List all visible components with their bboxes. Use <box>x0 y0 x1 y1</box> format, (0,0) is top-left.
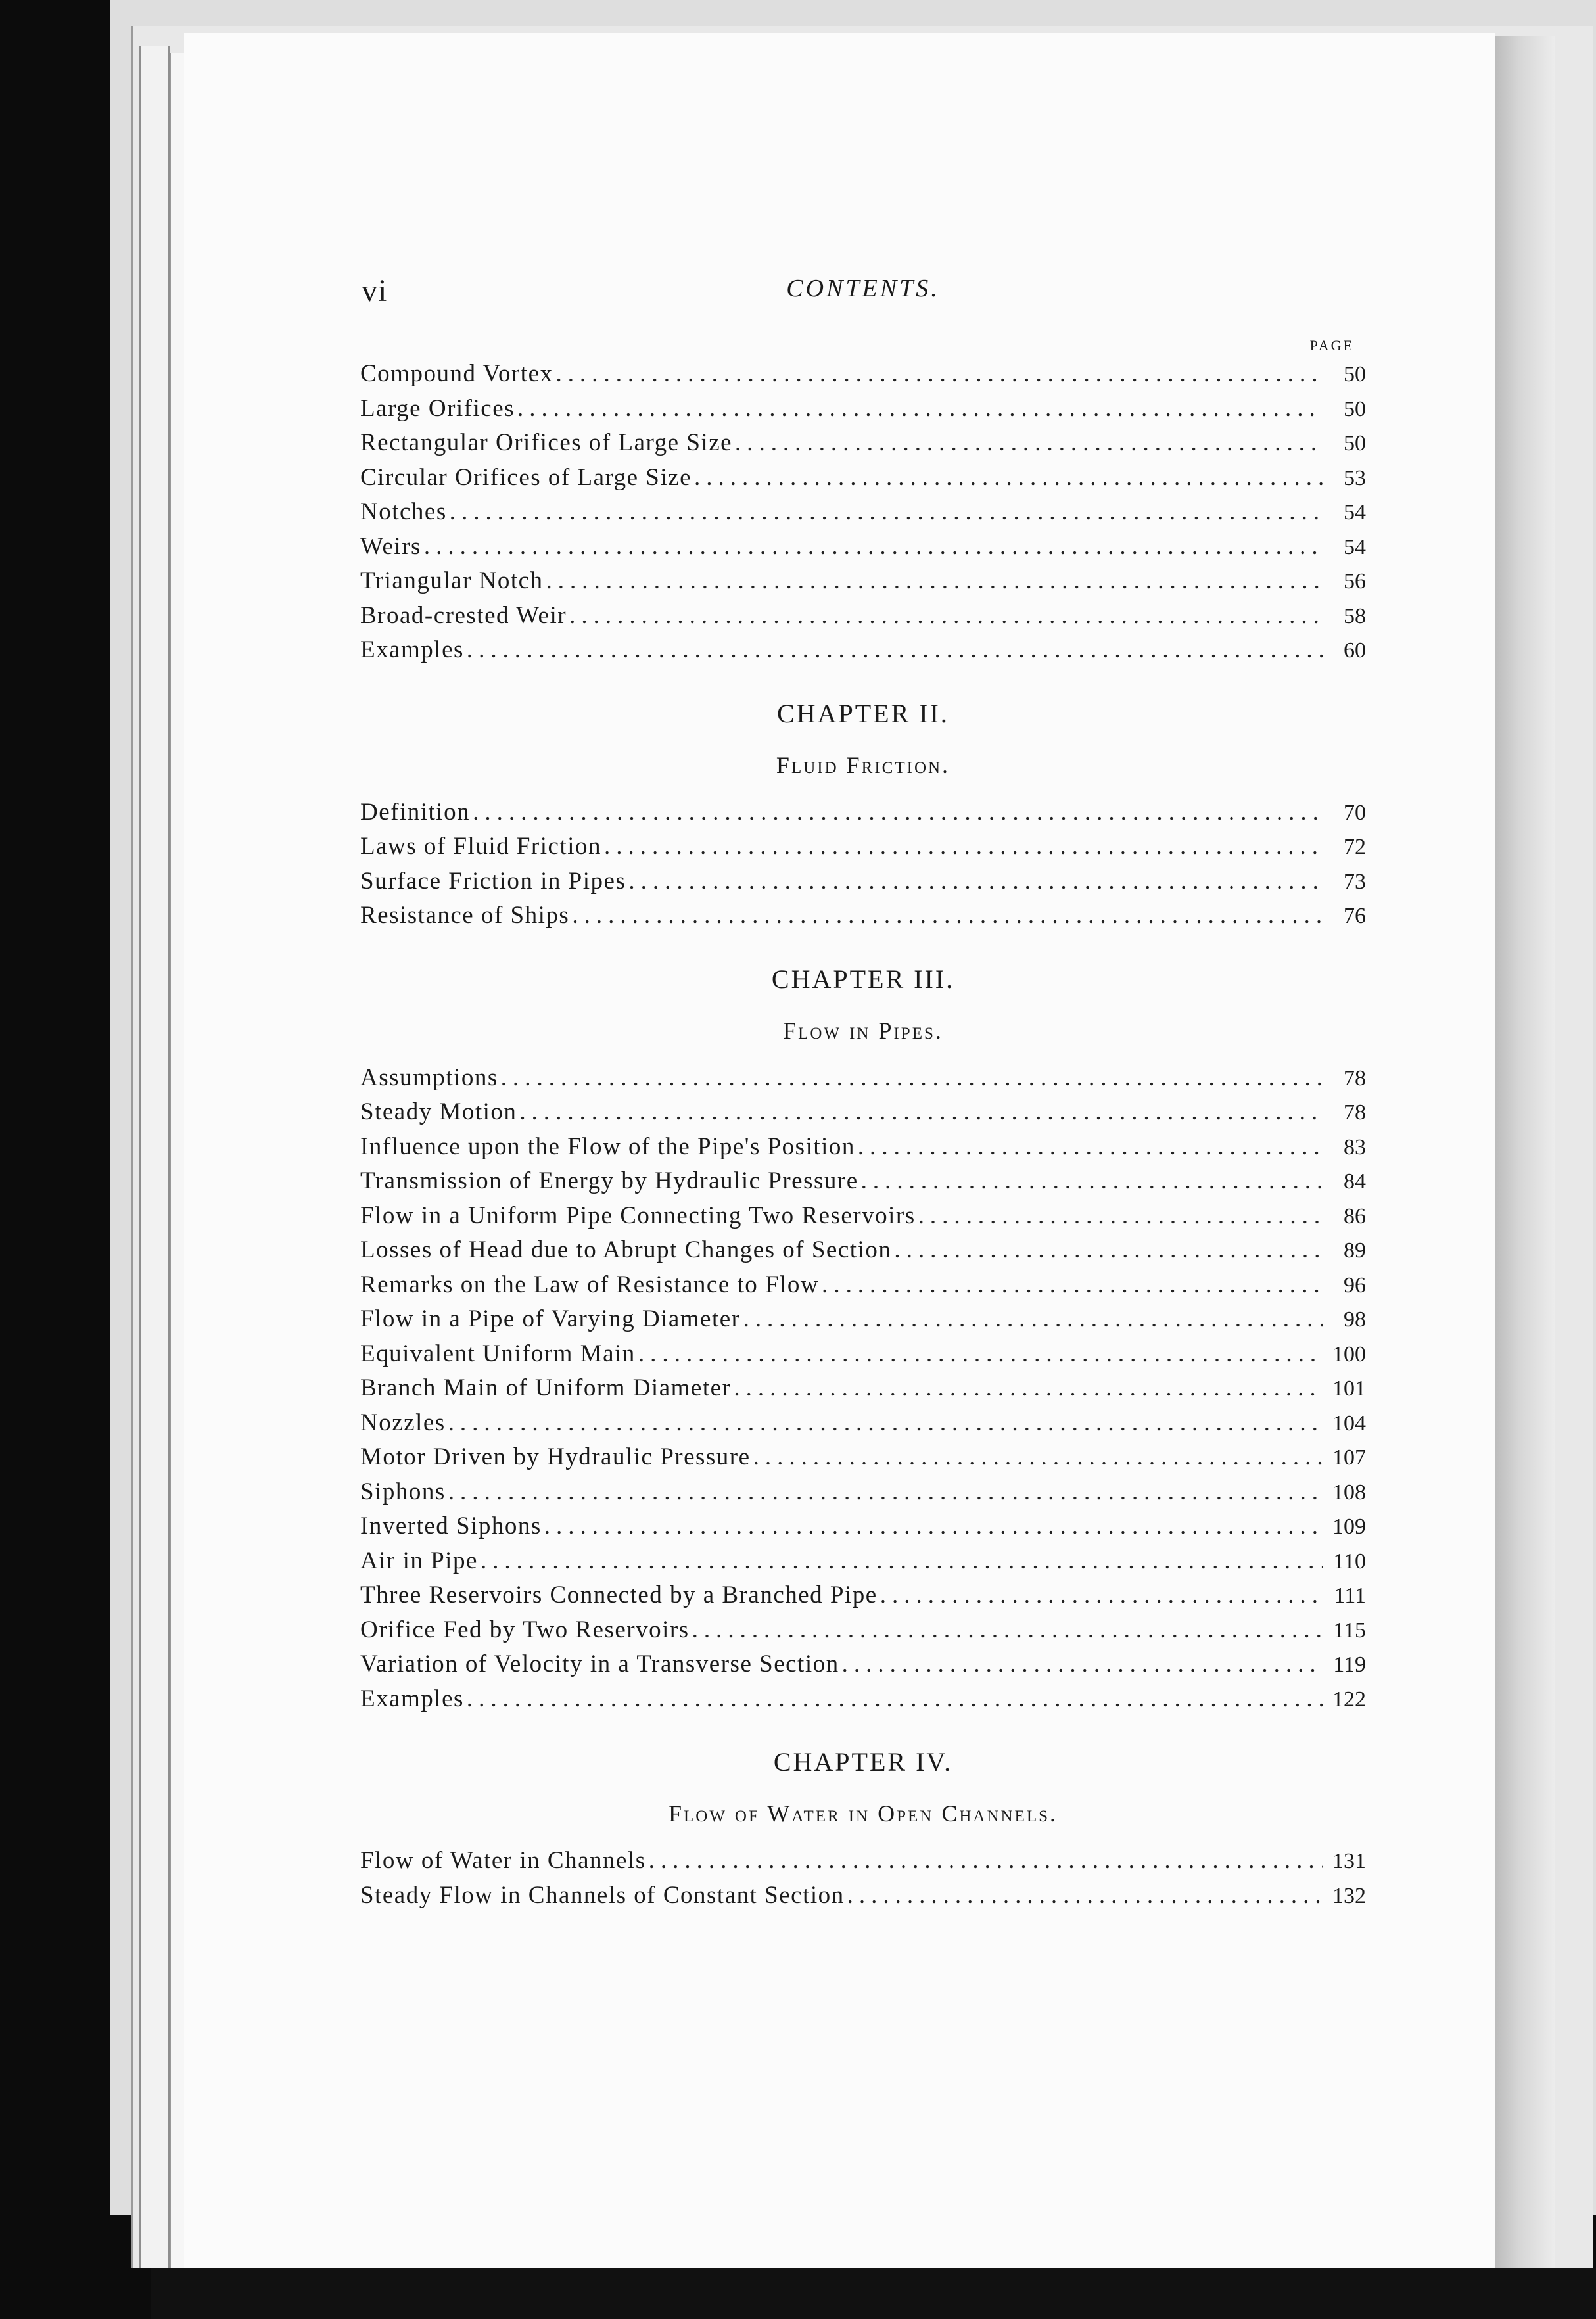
toc-entry-title: Remarks on the Law of Resistance to Flow <box>360 1271 820 1298</box>
toc-entry <box>360 599 1366 634</box>
toc-entry-page: 100 <box>1332 1342 1366 1367</box>
dot-leader <box>847 1879 1323 1913</box>
toc-entry-title: Flow of Water in Channels <box>360 1847 646 1874</box>
toc-entry-title: Air in Pipe <box>360 1547 478 1574</box>
toc-entry-title: Branch Main of Uniform Diameter <box>360 1374 732 1401</box>
toc-entry-page: 107 <box>1332 1445 1366 1470</box>
toc-entry-title: Losses of Head due to Abrupt Changes of Section <box>360 1236 892 1263</box>
dot-leader <box>448 1406 1323 1440</box>
dot-leader <box>572 899 1323 933</box>
toc-entry-page: 54 <box>1344 500 1366 525</box>
running-head <box>360 260 1366 312</box>
toc-entry-title: Circular Orifices of Large Size <box>360 463 692 491</box>
dot-leader <box>842 1647 1323 1681</box>
toc-entry <box>360 392 1366 427</box>
toc-entry-title: Assumptions <box>360 1064 498 1091</box>
toc-entry <box>360 1682 1366 1717</box>
toc-entry <box>360 357 1366 392</box>
toc-entry-title: Compound Vortex <box>360 360 553 387</box>
toc-entry-page: 72 <box>1344 835 1366 859</box>
toc-entry-page: 104 <box>1332 1411 1366 1436</box>
toc-entry <box>360 1095 1366 1130</box>
scan-border <box>151 2268 1596 2319</box>
toc-entry-title: Three Reservoirs Connected by a Branched Pipe <box>360 1581 878 1608</box>
toc-entry <box>360 1844 1366 1879</box>
chapter-title: Flow of Water in Open Channels. <box>668 1800 1058 1827</box>
dot-leader <box>450 495 1323 529</box>
table-of-contents <box>360 357 1366 1913</box>
dot-leader <box>692 1613 1323 1647</box>
toc-entry-title: Laws of Fluid Friction <box>360 833 602 860</box>
toc-entry-page: 58 <box>1344 603 1366 628</box>
toc-entry-page: 122 <box>1332 1687 1366 1712</box>
toc-entry <box>360 530 1366 565</box>
toc-entry-title: Motor Driven by Hydraulic Pressure <box>360 1443 751 1470</box>
dot-leader <box>861 1164 1323 1198</box>
toc-entry-page: 76 <box>1344 904 1366 928</box>
toc-entry-page: 108 <box>1332 1480 1366 1505</box>
page-edge-stack-inner <box>170 53 185 2268</box>
toc-entry <box>360 1879 1366 1913</box>
toc-entry <box>360 461 1366 496</box>
dot-leader <box>822 1268 1323 1302</box>
toc-entry-page: 119 <box>1333 1652 1366 1677</box>
toc-entry <box>360 564 1366 599</box>
toc-entry-title: Orifice Fed by Two Reservoirs <box>360 1616 690 1643</box>
toc-entry-title: Siphons <box>360 1478 446 1505</box>
toc-entry <box>360 830 1366 864</box>
toc-entry <box>360 1233 1366 1268</box>
dot-leader <box>467 1682 1323 1716</box>
toc-entry-page: 109 <box>1332 1514 1366 1539</box>
toc-entry-title: Steady Flow in Channels of Constant Section <box>360 1881 845 1909</box>
toc-entry-title: Surface Friction in Pipes <box>360 867 626 895</box>
toc-entry-title: Influence upon the Flow of the Pipe's Position <box>360 1133 855 1160</box>
dot-leader <box>517 392 1323 426</box>
toc-entry-page: 50 <box>1344 362 1366 386</box>
contents-page <box>360 260 1366 1913</box>
toc-entry-page: 98 <box>1344 1307 1366 1332</box>
toc-entry-page: 73 <box>1344 869 1366 894</box>
toc-entry <box>360 1130 1366 1165</box>
dot-leader <box>894 1233 1323 1267</box>
toc-entry-page: 50 <box>1344 431 1366 456</box>
chapter-number: CHAPTER III. <box>771 964 955 994</box>
toc-entry <box>360 1475 1366 1510</box>
toc-entry <box>360 1302 1366 1337</box>
toc-entry-page: 111 <box>1334 1583 1366 1608</box>
dot-leader <box>481 1544 1323 1578</box>
toc-entry-page: 132 <box>1332 1883 1366 1908</box>
toc-entry-title: Inverted Siphons <box>360 1512 542 1539</box>
dot-leader <box>604 830 1323 864</box>
toc-entry-page: 86 <box>1344 1204 1366 1229</box>
toc-entry-title: Definition <box>360 798 471 826</box>
toc-entry <box>360 1164 1366 1199</box>
toc-entry-page: 60 <box>1344 638 1366 663</box>
dot-leader <box>424 530 1323 564</box>
toc-entry <box>360 1268 1366 1303</box>
toc-entry-page: 50 <box>1344 396 1366 421</box>
toc-entry <box>360 1406 1366 1441</box>
toc-entry-page: 83 <box>1344 1135 1366 1160</box>
toc-entry-page: 89 <box>1344 1238 1366 1263</box>
dot-leader <box>473 795 1323 830</box>
toc-entry <box>360 1613 1366 1648</box>
dot-leader <box>448 1475 1323 1509</box>
toc-entry-title: Broad-crested Weir <box>360 601 567 629</box>
dot-leader <box>918 1199 1323 1233</box>
toc-entry <box>360 1647 1366 1682</box>
toc-entry <box>360 864 1366 899</box>
toc-entry-page: 56 <box>1344 569 1366 594</box>
toc-entry <box>360 426 1366 461</box>
page-edge-stack <box>139 46 170 2268</box>
chapter-number: CHAPTER II. <box>777 698 949 728</box>
dot-leader <box>753 1440 1323 1474</box>
toc-entry <box>360 495 1366 530</box>
toc-entry-page: 131 <box>1332 1849 1366 1873</box>
toc-entry-page: 96 <box>1344 1273 1366 1298</box>
toc-entry-list <box>360 1061 1366 1717</box>
toc-entry-page: 115 <box>1333 1618 1366 1643</box>
toc-entry-page: 53 <box>1344 465 1366 490</box>
running-head-title: CONTENTS. <box>786 275 940 302</box>
toc-entry-title: Nozzles <box>360 1409 446 1436</box>
toc-entry-title: Steady Motion <box>360 1098 517 1125</box>
toc-entry-title: Variation of Velocity in a Transverse Section <box>360 1651 839 1677</box>
chapter-heading <box>360 1743 1366 1832</box>
toc-entry-page: 110 <box>1333 1549 1366 1574</box>
dot-leader <box>569 599 1323 633</box>
page-column-label: PAGE <box>1309 337 1354 354</box>
toc-entry <box>360 1509 1366 1544</box>
toc-entry-page: 84 <box>1344 1169 1366 1194</box>
toc-entry <box>360 1199 1366 1234</box>
dot-leader <box>556 357 1323 391</box>
toc-entry <box>360 1544 1366 1579</box>
toc-entry-page: 54 <box>1344 534 1366 559</box>
dot-leader <box>880 1578 1323 1612</box>
toc-entry <box>360 1371 1366 1406</box>
toc-entry <box>360 1061 1366 1096</box>
toc-entry-list <box>360 1844 1366 1913</box>
dot-leader <box>519 1095 1323 1129</box>
toc-entry <box>360 1440 1366 1475</box>
toc-entry-title: Examples <box>360 1685 464 1712</box>
toc-entry-title: Flow in a Pipe of Varying Diameter <box>360 1305 741 1332</box>
dot-leader <box>628 864 1323 899</box>
toc-entry-page: 78 <box>1344 1066 1366 1090</box>
dot-leader <box>649 1844 1323 1878</box>
toc-entry-title: Triangular Notch <box>360 567 544 594</box>
page-folio: vi <box>362 273 388 308</box>
dot-leader <box>467 633 1323 667</box>
dot-leader <box>638 1337 1323 1371</box>
chapter-title: Fluid Friction. <box>776 751 951 778</box>
toc-entry <box>360 1337 1366 1372</box>
toc-entry-list <box>360 795 1366 933</box>
toc-entry-title: Resistance of Ships <box>360 902 570 929</box>
dot-leader <box>546 564 1323 598</box>
dot-leader <box>735 426 1323 460</box>
toc-entry-title: Equivalent Uniform Main <box>360 1340 636 1367</box>
page-gutter-shadow <box>1495 36 1555 2268</box>
dot-leader <box>743 1302 1323 1336</box>
toc-entry-title: Weirs <box>360 532 421 560</box>
toc-entry-page: 70 <box>1344 800 1366 825</box>
toc-entry-title: Transmission of Energy by Hydraulic Pressure <box>360 1167 858 1194</box>
toc-entry-title: Flow in a Uniform Pipe Connecting Two Reservoirs <box>360 1202 916 1229</box>
toc-entry-title: Rectangular Orifices of Large Size <box>360 429 733 456</box>
toc-entry <box>360 899 1366 933</box>
dot-leader <box>694 461 1323 495</box>
toc-entry <box>360 633 1366 668</box>
toc-entry-title: Large Orifices <box>360 394 515 422</box>
dot-leader <box>858 1130 1323 1164</box>
dot-leader <box>734 1371 1323 1405</box>
toc-entry <box>360 795 1366 830</box>
toc-entry <box>360 1578 1366 1613</box>
dot-leader <box>544 1509 1323 1543</box>
chapter-title: Flow in Pipes. <box>783 1017 943 1044</box>
chapter-heading <box>360 960 1366 1049</box>
toc-entry-page: 101 <box>1332 1376 1366 1401</box>
dot-leader <box>501 1061 1323 1095</box>
chapter-number: CHAPTER IV. <box>773 1747 953 1777</box>
toc-entry-title: Notches <box>360 498 447 525</box>
chapter-heading <box>360 694 1366 784</box>
toc-entry-page: 78 <box>1344 1100 1366 1125</box>
toc-entry-list <box>360 357 1366 668</box>
toc-entry-title: Examples <box>360 636 464 663</box>
